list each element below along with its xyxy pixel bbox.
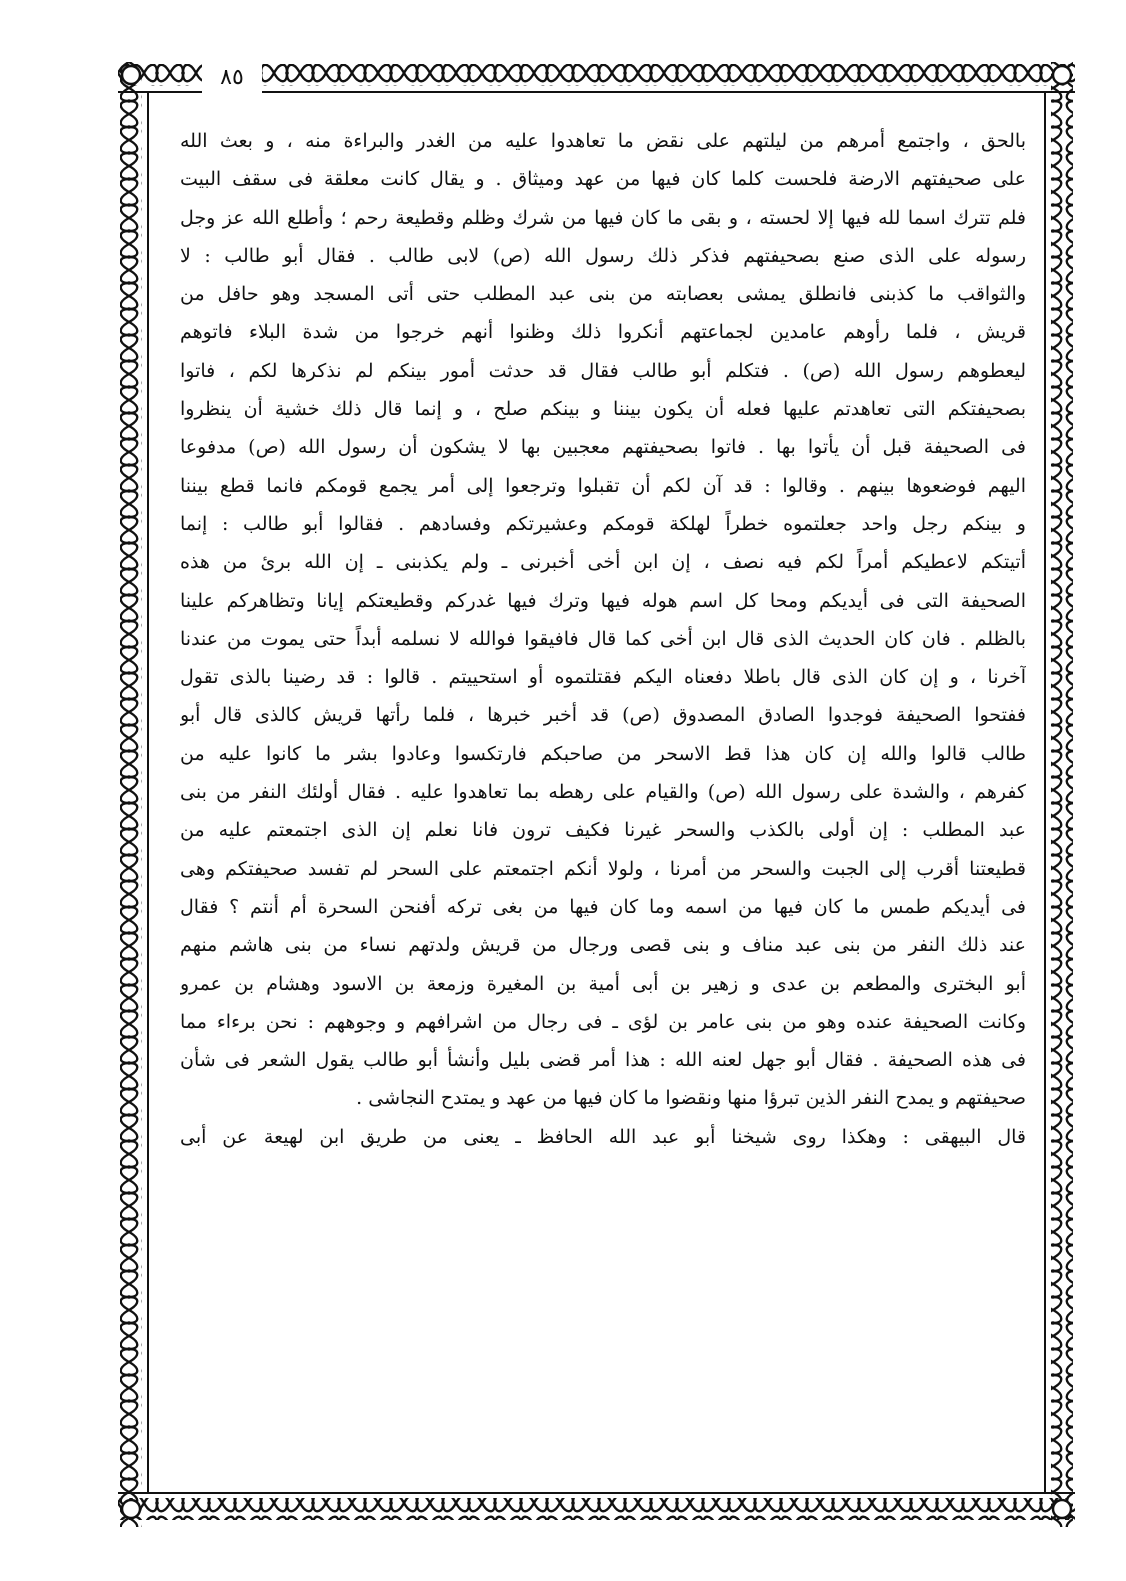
- text-line: بالظلم . فان كان الحديث الذى قال ابن أخى كما قال فافيقوا فوالله لا نسلمه أبداً حتى يموت من عندنا: [180, 627, 1026, 650]
- text-line: ففتحوا الصحيفة فوجدوا الصادق المصدوق (ص) قد أخبر خبرها ، فلما رأتها قريش كالذى قال أبو: [180, 704, 1026, 727]
- text-line: فى أيديكم طمس ما كان فيها من اسمه وما كان فيها من بغى تركه أفنحن السحرة أم أنتم ؟ فقال: [180, 895, 1026, 918]
- text-line: والثواقب ما كذبنى فانطلق يمشى بعصابته من بنى عبد المطلب حتى أتى المسجد وهو حافل من: [180, 283, 1026, 306]
- text-line: فى هذه الصحيفة . فقال أبو جهل لعنه الله : هذا أمر قضى بليل وأنشأ أبو طالب يقول الشعر فى شأن: [180, 1049, 1026, 1072]
- text-line: بصحيفتكم التى تعاهدتم عليها فعله أن يكون بيننا و بينكم صلح ، و إنما قال ذلك خشية أن ينظروا: [180, 398, 1026, 421]
- text-line: آخرنا ، و إن كان الذى قال باطلا دفعناه اليكم فقتلتموه أو استحييتم . قالوا : قد رضينا بالذى تقول: [180, 666, 1026, 689]
- text-line: الصحيفة التى فى أيديكم ومحا كل اسم هوله فيها وترك فيها غدركم وقطيعتكم إيانا وتظاهركم علينا: [180, 589, 1026, 612]
- text-line: قريش ، فلما رأوهم عامدين لجماعتهم أنكروا ذلك وظنوا أنهم خرجوا من شدة البلاء فاتوهم: [180, 321, 1026, 344]
- text-line: وكانت الصحيفة عنده وهو من بنى عامر بن لؤى ـ فى رجال من اشرافهم و وجوههم : نحن برءاء مما: [180, 1010, 1026, 1033]
- text-line: قطيعتنا أقرب إلى الجبت والسحر من أمرنا ، ولولا أنكم اجتمعتم على السحر لم تفسد صحيفتكم وهى: [180, 857, 1026, 880]
- text-line: أبو البخترى والمطعم بن عدى و زهير بن أبى أمية بن المغيرة وزمعة بن الاسود وهشام بن عمرو: [180, 972, 1026, 995]
- text-line: عبد المطلب : إن أولى بالكذب والسحر غيرنا فكيف ترون فانا نعلم إن الذى اجتمعتم عليه من: [180, 819, 1026, 842]
- text-line: ليعطوهم رسول الله (ص) . فتكلم أبو طالب فقال قد حدثت أمور بينكم لم نذكرها لكم ، فاتوا: [180, 359, 1026, 382]
- text-line: على صحيفتهم الارضة فلحست كلما كان فيها من عهد وميثاق . و يقال كانت معلقة فى سقف البيت: [180, 168, 1026, 191]
- text-line: فى الصحيفة قبل أن يأتوا بها . فاتوا بصحيفتهم معجبين بها لا يشكون أن رسول الله (ص) مدفوعا: [180, 436, 1026, 459]
- text-line: أتيتكم لاعطيكم أمراً لكم فيه نصف ، إن ابن أخى أخبرنى ـ ولم يكذبنى ـ إن الله برئ من هذه: [180, 551, 1026, 574]
- text-line: كفرهم ، والشدة على رسول الله (ص) والقيام على رهطه بما تعاهدوا عليه . فقال أولئك النفر من بنى: [180, 781, 1026, 804]
- page-number: ٨٥: [202, 62, 262, 94]
- text-line: اليهم فوضعوها بينهم . وقالوا : قد آن لكم أن تقبلوا وترجعوا إلى أمر يجمع قومكم فانما قطع بيننا: [180, 474, 1026, 497]
- text-line: و بينكم رجل واحد جعلتموه خطراً لهلكة قومكم وعشيرتكم وفسادهم . فقالوا أبو طالب : إنما: [180, 512, 1026, 535]
- text-line: طالب قالوا والله إن كان هذا قط الاسحر من صاحبكم فارتكسوا وعادوا بشر ما كانوا عليه من: [180, 742, 1026, 765]
- text-line: عند ذلك النفر من بنى عبد مناف و بنى قصى ورجال من قريش ولدتهم نساء من بنى هاشم منهم: [180, 934, 1026, 957]
- text-line: فلم تترك اسما لله فيها إلا لحسته ، و بقى ما كان فيها من شرك وظلم وقطيعة رحم ؛ وأطلع الله عز وجل: [180, 206, 1026, 229]
- body-text: [180, 122, 1026, 1156]
- text-line: قال البيهقى : وهكذا روى شيخنا أبو عبد الله الحافظ ـ يعنى من طريق ابن لهيعة عن أبى: [180, 1125, 1026, 1148]
- text-line: رسوله على الذى صنع بصحيفتهم فذكر ذلك رسول الله (ص) لابى طالب . فقال أبو طالب : لا: [180, 244, 1026, 267]
- text-line: بالحق ، واجتمع أمرهم من ليلتهم على نقض ما تعاهدوا عليه من الغدر والبراءة منه ، و بعث الله: [180, 130, 1026, 152]
- text-line: صحيفتهم و يمدح النفر الذين تبرؤا منها ونقضوا ما كان فيها من عهد و يمتدح النجاشى .: [356, 1087, 1026, 1110]
- page-frame: [118, 62, 1075, 1527]
